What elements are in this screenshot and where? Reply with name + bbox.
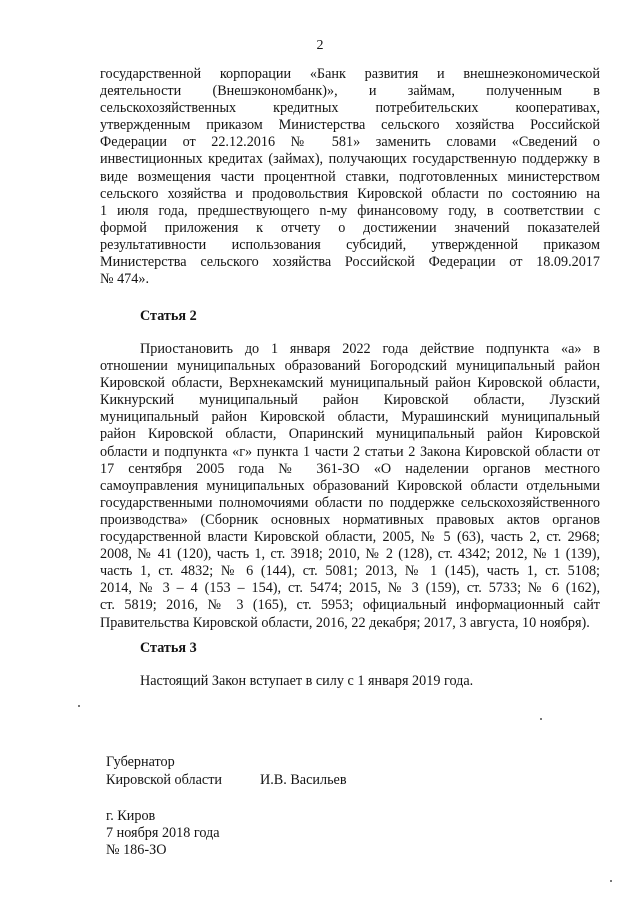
scan-speck [78,705,80,707]
text-line: области и подпункта «г» пункта 1 части 2 статьи 2 Закона Кировской области от [100,443,600,460]
text-line: 1 июля года, предшествующего n-му финансовому году, в соответствии с [100,202,600,219]
text-line: утвержденным приказом Министерства сельского хозяйства Российской [100,117,600,134]
text-line: часть 1, ст. 4832; № 6 (144), ст. 5081; 2013, № 1 (145), часть 1, ст. 5108; [100,563,600,580]
text-line: район Кировской области, Опаринский муниципальный район Кировской [100,426,600,443]
page-number: 2 [316,38,324,53]
signature-title-line1: Губернатор [106,754,175,770]
footer-law-number: № 186-ЗО [106,842,167,858]
text-line: деятельности (Внешэкономбанк)», и займам, полученным в [100,83,600,100]
article-2-heading: Статья 2 [140,308,197,324]
text-line: Приостановить до 1 января 2022 года действие подпункта «а» в [140,341,600,357]
article-2-body [100,341,600,632]
signature-name: И.В. Васильев [260,772,347,788]
scan-speck [540,718,542,720]
text-line: отношении муниципальных образований Богородский муниципальный район [100,358,600,375]
text-line: сельскохозяйственных кредитных потребительских кооперативах, [100,100,600,117]
article-3-body: Настоящий Закон вступает в силу с 1 января 2019 года. [140,673,474,689]
text-line: инвестиционных кредитах (займах), получающих государственную поддержку в [100,151,600,168]
text-line: формой приложения к отчету о достижении значений показателей [100,219,600,236]
text-line: сельского хозяйства и продовольствия Кировской области по состоянию на [100,185,600,202]
text-line: результативности использования субсидий, утвержденной приказом [100,236,600,253]
text-line: 17 сентября 2005 года № 361-ЗО «О наделении органов местного [100,460,600,477]
paragraph-continuation [100,66,600,288]
signature-title-line2: Кировской области [106,772,222,788]
text-line: Кировской области, Верхнекамский муниципальный район Кировской области, [100,375,600,392]
text-line: виде возмещения части процентной ставки, подготовленных министерством [100,168,600,185]
footer-city: г. Киров [106,808,156,824]
text-line: Кикнурский муниципальный район Кировской области, Лузский [100,392,600,409]
text-line: Федерации от 22.12.2016 № 581» заменить словами «Сведений о [100,134,600,151]
text-line: производства» (Сборник основных нормативных правовых актов органов [100,511,600,528]
footer-date: 7 ноября 2018 года [106,825,220,841]
article-3-heading: Статья 3 [140,640,197,656]
text-line: ст. 5819; 2016, № 3 (165), ст. 5953; официальный информационный сайт [100,597,600,614]
text-line: № 474». [100,271,150,288]
text-line: муниципальный район Кировской области, Мурашинский муниципальный [100,409,600,426]
text-line: Министерства сельского хозяйства Российской Федерации от 18.09.2017 [100,254,600,271]
text-line: государственной власти Кировской области, 2005, № 5 (63), часть 2, ст. 2968; [100,529,600,546]
text-line: 2014, № 3 – 4 (153 – 154), ст. 5474; 2015, № 3 (159), ст. 5733; № 6 (162), [100,580,600,597]
scan-speck [610,880,612,882]
text-line: самоуправления муниципальных образований Кировской области отдельными [100,477,600,494]
text-line: 2008, № 41 (120), часть 1, ст. 3918; 2010, № 2 (128), ст. 4342; 2012, № 1 (139), [100,546,600,563]
text-line: Правительства Кировской области, 2016, 22 декабря; 2017, 3 августа, 10 ноября). [100,614,590,631]
text-line: государственной корпорации «Банк развития и внешнеэкономической [100,66,600,82]
text-line: государственными полномочиями области по поддержке сельскохозяйственного [100,494,600,511]
